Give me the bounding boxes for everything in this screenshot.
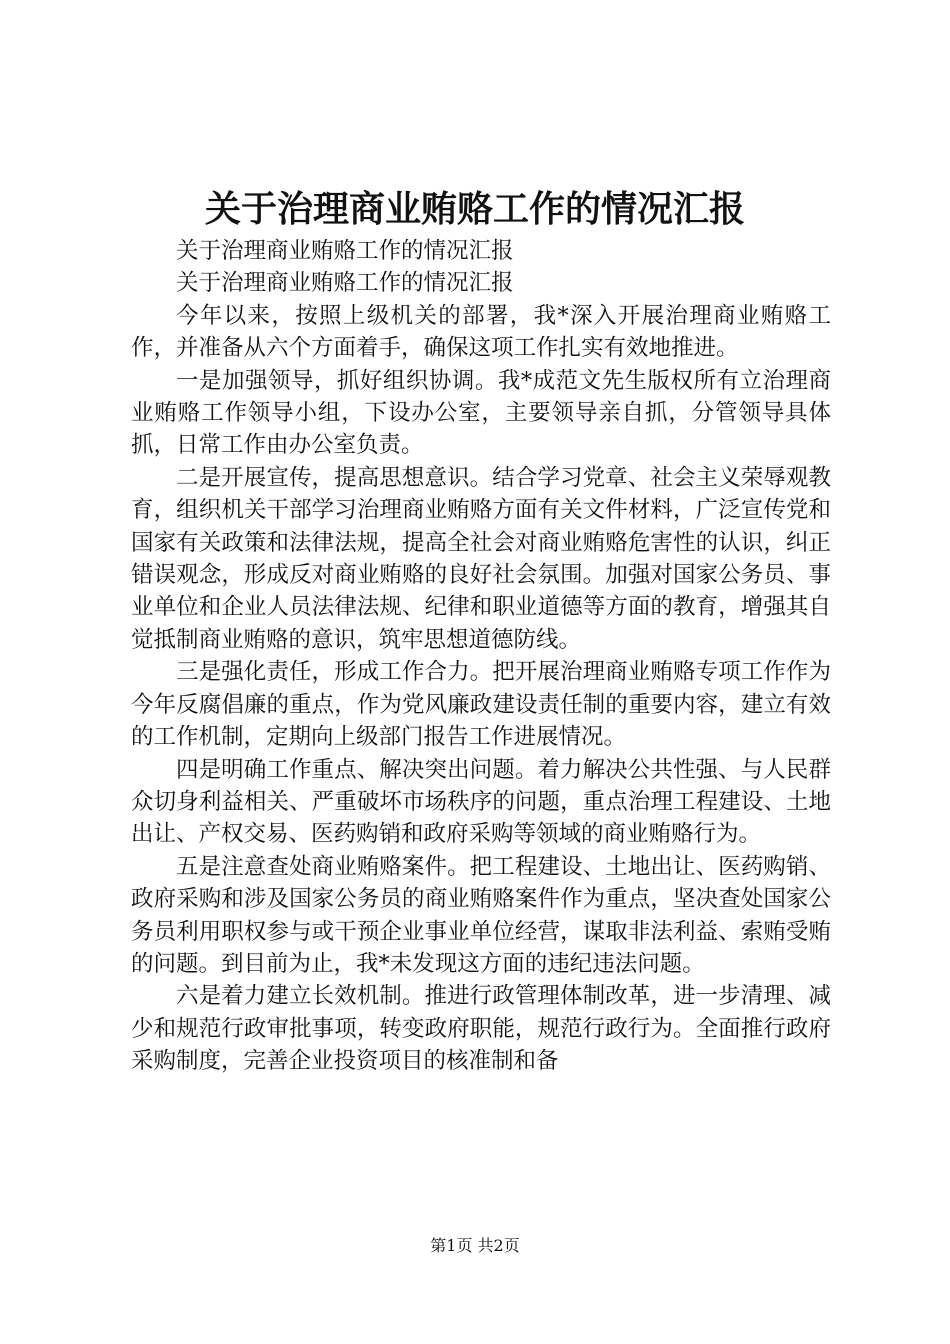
- paragraph-point-4: 四是明确工作重点、解决突出问题。着力解决公共性强、与人民群众切身利益相关、严重破坏市场秩序的问题，重点治理工程建设、土地出让、产权交易、医药购销和政府采购等领域的商业贿赂行为。: [131, 756, 831, 848]
- paragraph-point-5: 五是注意查处商业贿赂案件。把工程建设、土地出让、医药购销、政府采购和涉及国家公务员的商业贿赂案件作为重点，坚决查处国家公务员利用职权参与或干预企业事业单位经营，谋取非法利益、索贿受贿的问题。到目前为止，我*未发现这方面的违纪违法问题。: [131, 853, 831, 977]
- document-title: 关于治理商业贿赂工作的情况汇报: [204, 188, 745, 230]
- subtitle-line-1: 关于治理商业贿赂工作的情况汇报: [176, 238, 514, 264]
- document-body: [131, 235, 831, 1078]
- page-number-footer: 第1页 共2页: [430, 1236, 520, 1255]
- paragraph-point-6: 六是着力建立长效机制。推进行政管理体制改革，进一步清理、减少和规范行政审批事项，转变政府职能，规范行政行为。全面推行政府采购制度，完善企业投资项目的核准制和备: [131, 983, 831, 1075]
- paragraph-intro: 今年以来，按照上级机关的部署，我*深入开展治理商业贿赂工作，并准备从六个方面着手，确保这项工作扎实有效地推进。: [131, 302, 831, 362]
- paragraph-point-1: 一是加强领导，抓好组织协调。我*成范文先生版权所有立治理商业贿赂工作领导小组，下设办公室，主要领导亲自抓，分管领导具体抓，日常工作由办公室负责。: [131, 367, 831, 459]
- subtitle-line-2: 关于治理商业贿赂工作的情况汇报: [176, 270, 514, 297]
- paragraph-point-3: 三是强化责任，形成工作合力。把开展治理商业贿赂专项工作作为今年反腐倡廉的重点，作为党风廉政建设责任制的重要内容，建立有效的工作机制，定期向上级部门报告工作进展情况。: [131, 659, 831, 751]
- paragraph-point-2: 二是开展宣传，提高思想意识。结合学习党章、社会主义荣辱观教育，组织机关干部学习治理商业贿赂方面有关文件材料，广泛宣传党和国家有关政策和法律法规，提高全社会对商业贿赂危害性的认识，纠正错误观念，形成反对商业贿赂的良好社会氛围。加强对国家公务员、事业单位和企业人员法律法规、纪律和职业道德等方面的教育，增强其自觉抵制商业贿赂的意识，筑牢思想道德防线。: [131, 464, 831, 653]
